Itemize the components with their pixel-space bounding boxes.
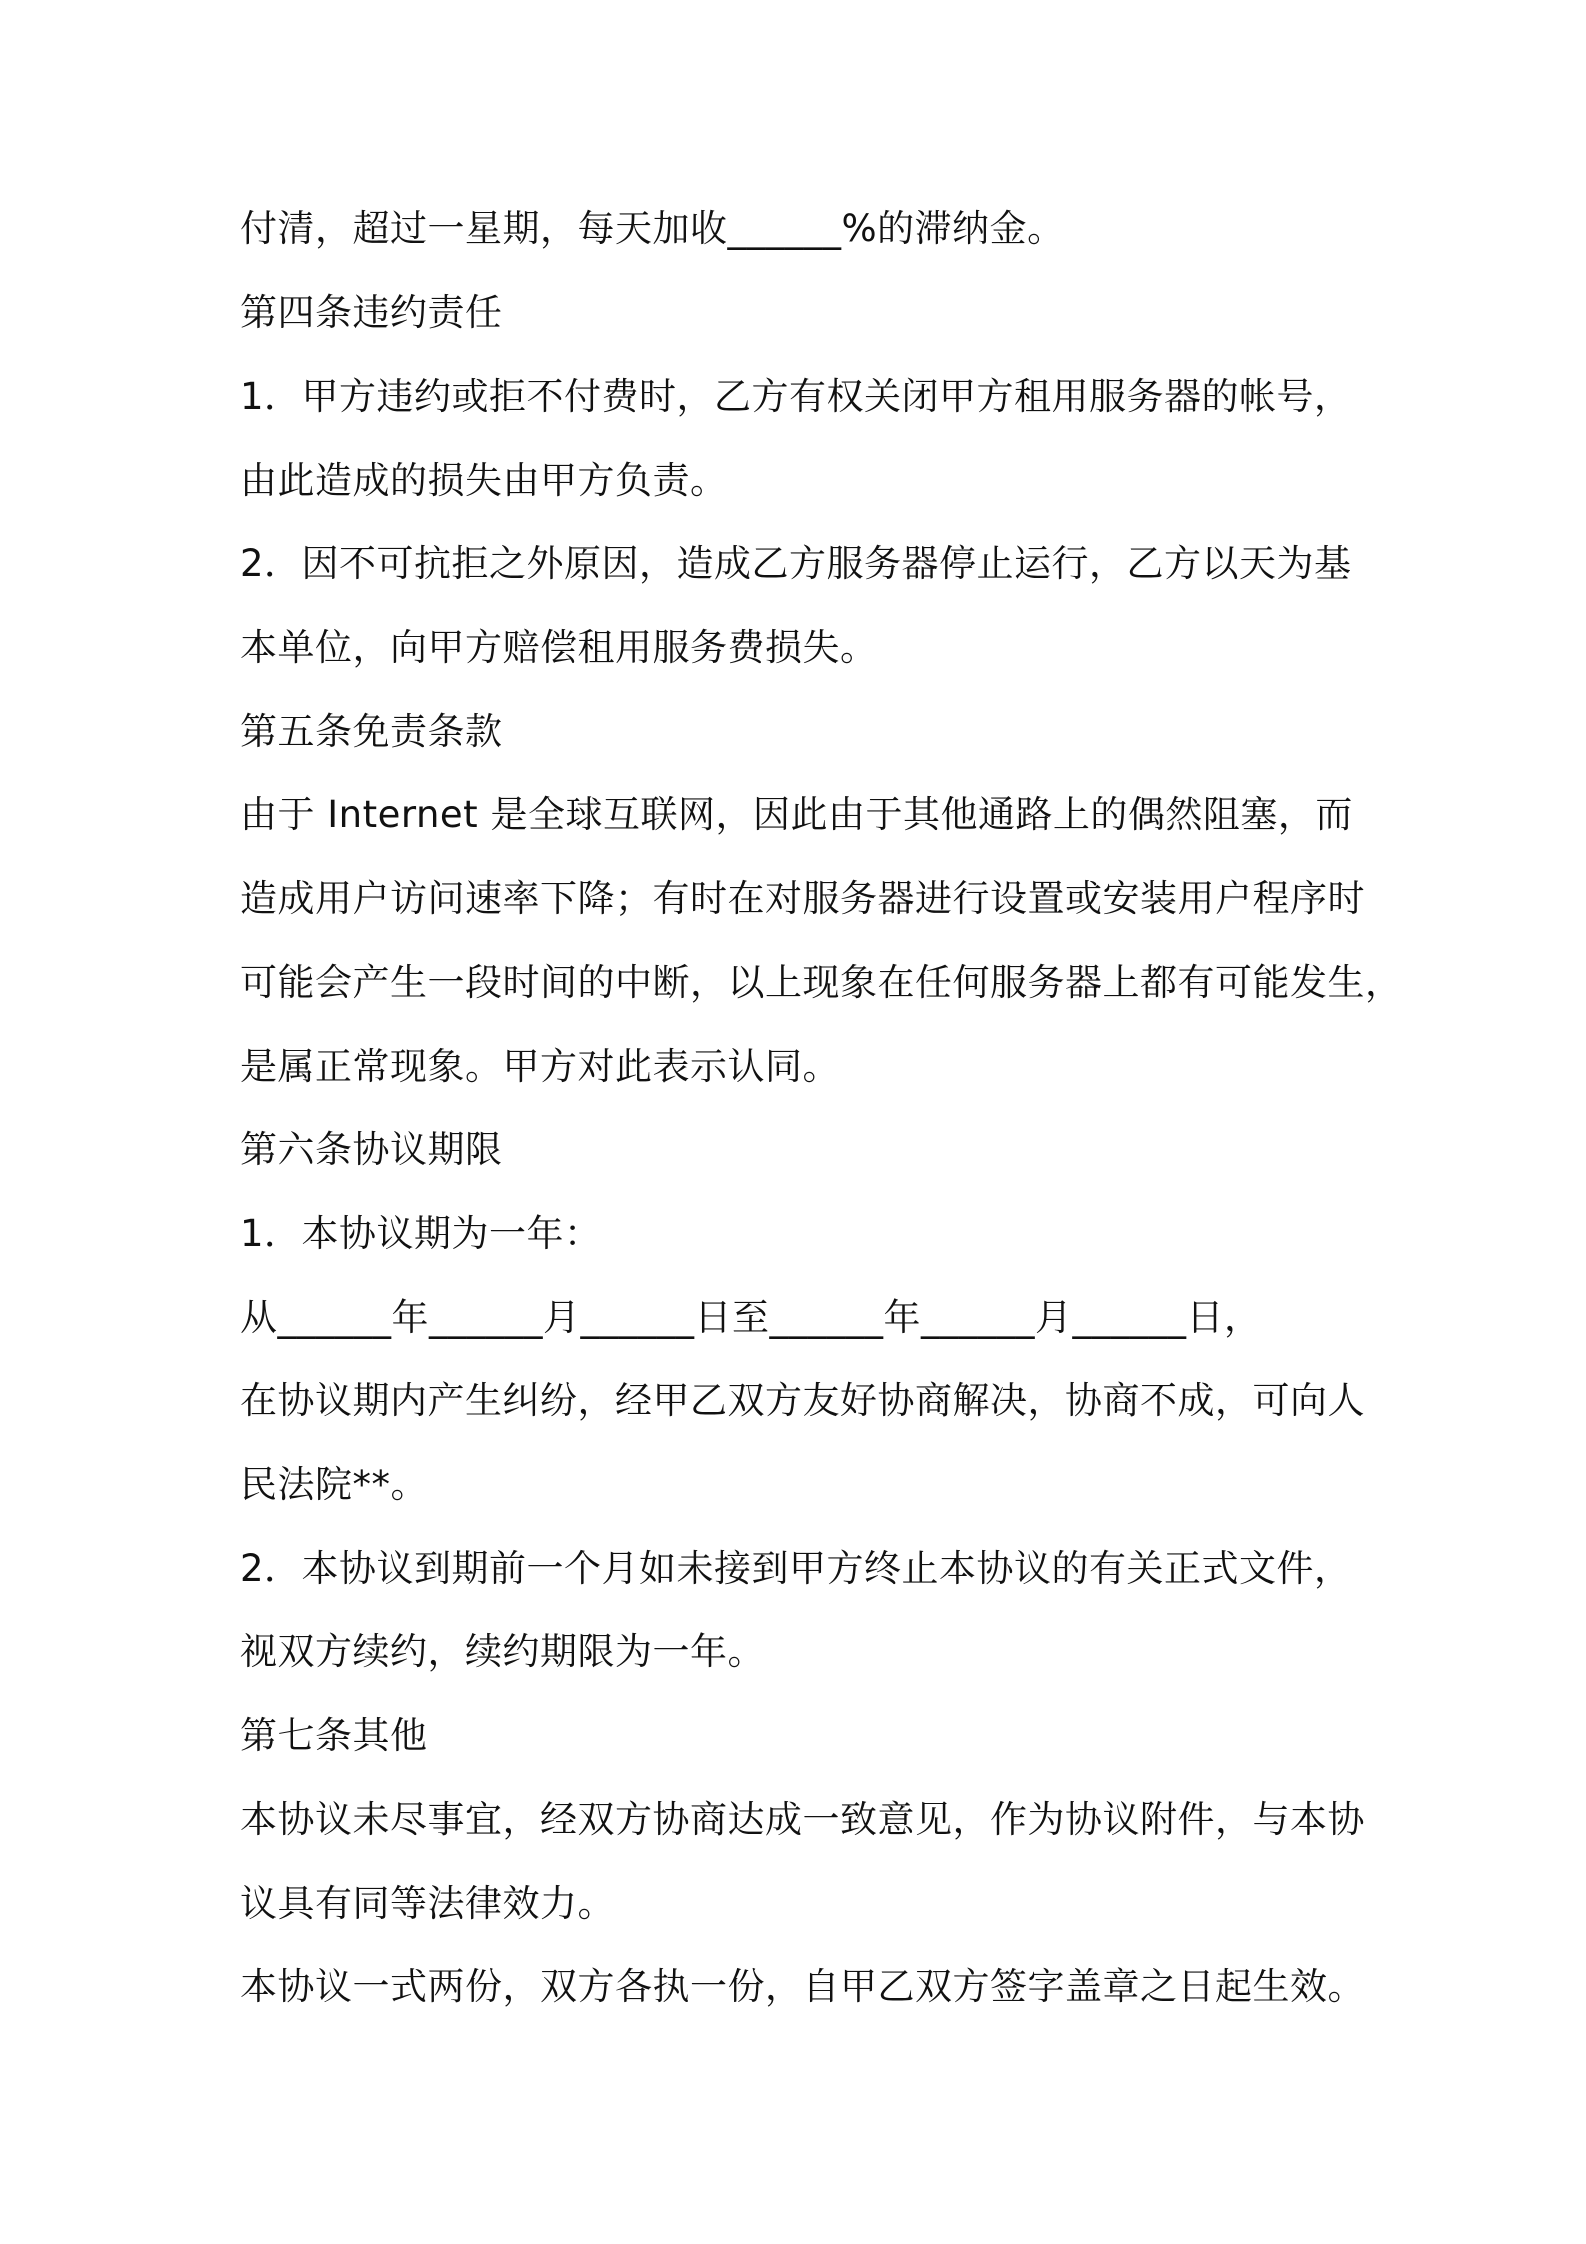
text-line: 本单位，向甲方赔偿租用服务费损失。 [240, 626, 878, 669]
heading-article-7: 第七条其他 [240, 1714, 428, 1757]
text-line: 1．甲方违约或拒不付费时，乙方有权关闭甲方租用服务器的帐号， [240, 375, 1352, 418]
text-line: 由此造成的损失由甲方负责。 [240, 459, 728, 502]
text-line: 造成用户访问速率下降；有时在对服务器进行设置或安装用户程序时 [240, 877, 1365, 920]
text-line: 可能会产生一段时间的中断，以上现象在任何服务器上都有可能发生， [240, 961, 1403, 1004]
text-line: 民法院**。 [240, 1463, 428, 1506]
text-line: 由于 Internet 是全球互联网，因此由于其他通路上的偶然阻塞，而 [240, 793, 1353, 836]
text-line: 1．本协议期为一年： [240, 1212, 602, 1255]
text-line: 视双方续约，续约期限为一年。 [240, 1630, 765, 1673]
text-line: 2．本协议到期前一个月如未接到甲方终止本协议的有关正式文件， [240, 1547, 1352, 1590]
text-line: 在协议期内产生纠纷，经甲乙双方友好协商解决，协商不成，可向人 [240, 1379, 1365, 1422]
text-line: 议具有同等法律效力。 [240, 1882, 615, 1925]
heading-article-5: 第五条免责条款 [240, 710, 503, 753]
text-line: 2．因不可抗拒之外原因，造成乙方服务器停止运行，乙方以天为基 [240, 542, 1352, 585]
text-line: 本协议未尽事宜，经双方协商达成一致意见，作为协议附件，与本协 [240, 1798, 1365, 1841]
text-line-date-range: 从______年______月______日至______年______月______日， [240, 1296, 1262, 1339]
heading-article-4: 第四条违约责任 [240, 291, 503, 334]
heading-article-6: 第六条协议期限 [240, 1128, 503, 1171]
text-line: 是属正常现象。甲方对此表示认同。 [240, 1045, 840, 1088]
text-line: 本协议一式两份，双方各执一份，自甲乙双方签字盖章之日起生效。 [240, 1965, 1365, 2008]
text-line-late-fee: 付清，超过一星期，每天加收______%的滞纳金。 [240, 207, 1065, 250]
